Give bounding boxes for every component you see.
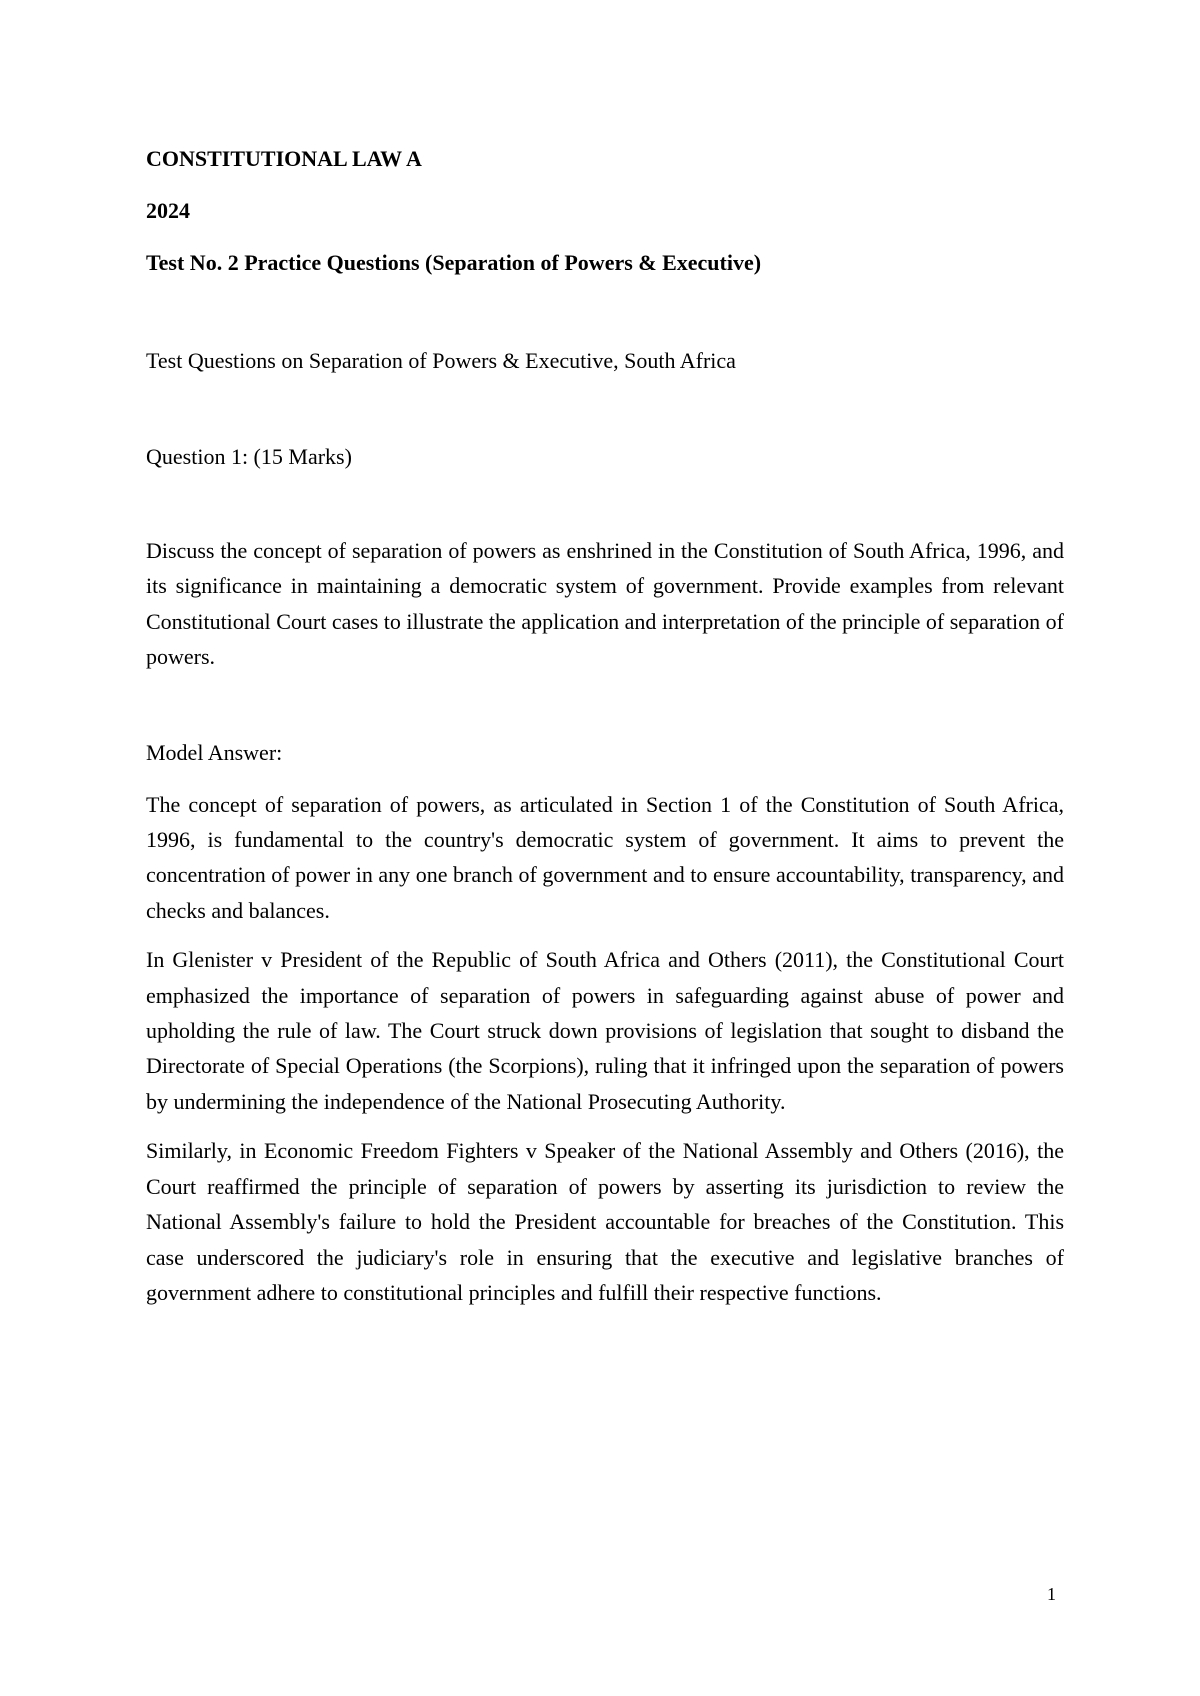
- test-heading: Test No. 2 Practice Questions (Separation of Powers & Executive): [146, 250, 762, 275]
- answer-paragraph: The concept of separation of powers, as articulated in Section 1 of the Constitution of South Africa, 1996, is fundamental to the country's democratic system of government. It aims to prevent the concentration of power in any one branch of government and to ensure accountability, transparency, and checks and balances.: [146, 791, 1064, 923]
- page-number: 1: [1047, 1584, 1056, 1604]
- model-answer-label: Model Answer:: [146, 739, 283, 765]
- answer-paragraph: In Glenister v President of the Republic of South Africa and Others (2011), the Constitutional Court emphasized the importance of separation of powers in safeguarding against abuse of power and upholding the rule of law. The Court struck down provisions of legislation that sought to disband the Directorate of Special Operations (the Scorpions), ruling that it infringed upon the separation of powers by undermining the independence of the National Prosecuting Authority.: [146, 947, 1064, 1114]
- year-heading: 2024: [146, 198, 190, 223]
- answer-paragraph: Similarly, in Economic Freedom Fighters v Speaker of the National Assembly and Others (2016), the Court reaffirmed the principle of separation of powers by asserting its jurisdiction to review the National Assembly's failure to hold the President accountable for breaches of the Constitution. This case underscored the judiciary's role in ensuring that the executive and legislative branches of government adhere to constitutional principles and fulfill their respective functions.: [146, 1138, 1064, 1305]
- page-content: [146, 145, 1064, 1310]
- question-text: Discuss the concept of separation of powers as enshrined in the Constitution of South Africa, 1996, and its significance in maintaining a democratic system of government. Provide examples from relevant Constitutional Court cases to illustrate the application and interpretation of the principle of separation of powers.: [146, 538, 1064, 670]
- course-title: CONSTITUTIONAL LAW A: [146, 146, 422, 171]
- document-subtitle: Test Questions on Separation of Powers & Executive, South Africa: [146, 348, 736, 373]
- question-label: Question 1: (15 Marks): [146, 444, 352, 469]
